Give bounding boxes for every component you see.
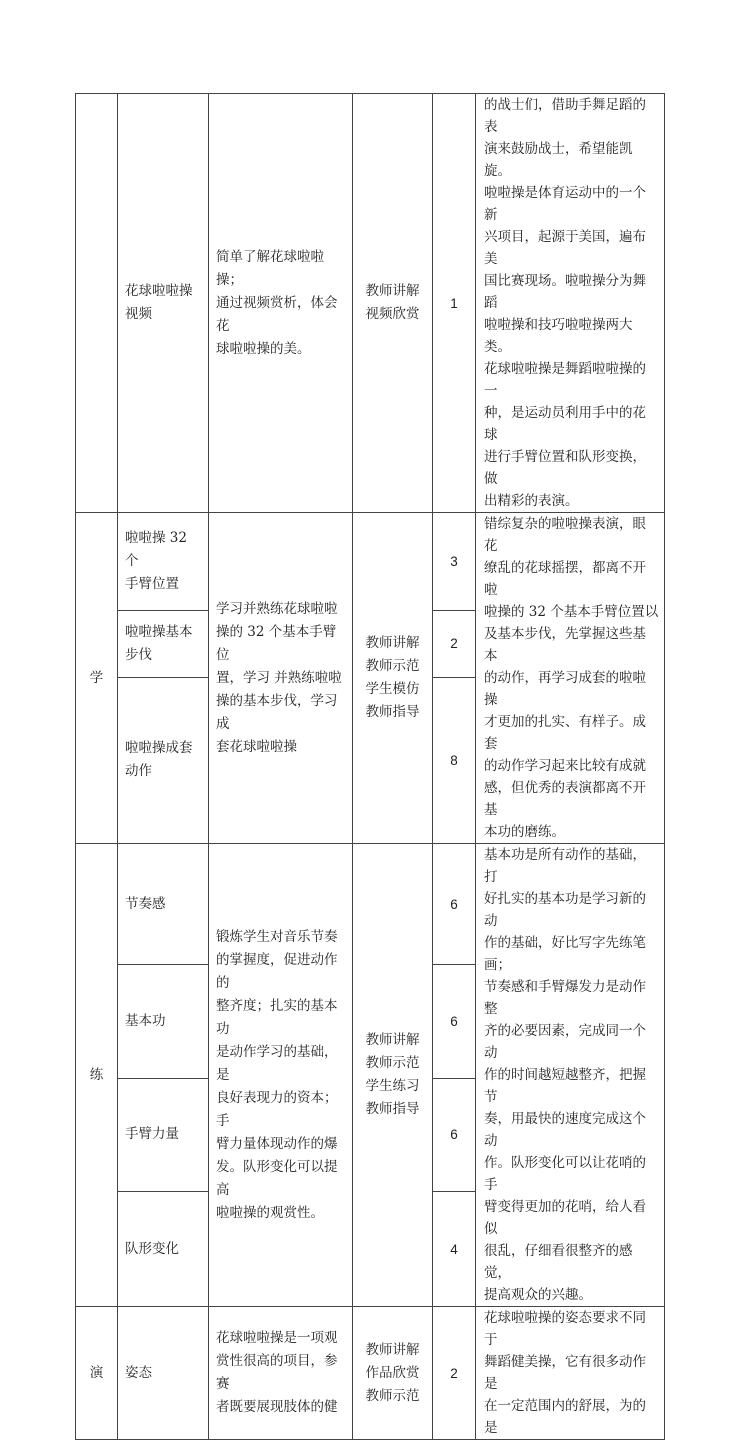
stage-cell: 演: [76, 1307, 118, 1440]
table-row-practice-1: [76, 844, 665, 965]
topic-cell: 啦啦操 32 个 手臂位置: [118, 513, 209, 611]
goal-cell: 学习并熟练花球啦啦 操的 32 个基本手臂位 置，学习 并熟练啦啦 操的基本步伐，学习成 套花球啦啦操: [209, 513, 353, 844]
method-cell: 教师讲解 作品欣赏 教师示范: [353, 1307, 433, 1440]
time-cell: 2: [433, 1307, 476, 1440]
goal-cell: 简单了解花球啦啦操； 通过视频赏析，体会花 球啦啦操的美。: [209, 94, 353, 513]
lesson-plan-table: [75, 93, 665, 1440]
time-cell: 4: [433, 1192, 476, 1307]
topic-cell: 姿态: [118, 1307, 209, 1440]
time-cell: 3: [433, 513, 476, 611]
topic-cell: 啦啦操成套 动作: [118, 677, 209, 843]
goal-cell: 锻炼学生对音乐节奏 的掌握度，促进动作的 整齐度；扎实的基本功 是动作学习的基础，是 良好表现力的资本；手 臂力量体现动作的爆 发。队形变化可以提高 啦啦操的观赏性。: [209, 844, 353, 1307]
time-cell: 2: [433, 610, 476, 677]
notes-cell: 花球啦啦操的姿态要求不同于 舞蹈健美操，它有很多动作是 在一定范围内的舒展，为的是: [476, 1307, 665, 1440]
topic-cell: 基本功: [118, 965, 209, 1078]
topic-cell: 队形变化: [118, 1192, 209, 1307]
method-cell: 教师讲解 教师示范 学生模仿 教师指导: [353, 513, 433, 844]
table-row-perform: [76, 1307, 665, 1440]
table-row-learn-1: [76, 513, 665, 611]
notes-cell: 基本功是所有动作的基础，打 好扎实的基本功是学习新的动 作的基础，好比写字先练笔画； 节奏感和手臂爆发力是动作整 齐的必要因素，完成同一个动 作的时间越短越整齐，把握节 奏，用最快的速度完成这个动 作。队形变化可以让花哨的手 臂变得更加的花哨，给人看似 很乱，仔细看很整齐的感觉， 提高观众的兴趣。: [476, 844, 665, 1307]
topic-cell: 啦啦操基本 步伐: [118, 610, 209, 677]
topic-cell: 节奏感: [118, 844, 209, 965]
time-cell: 1: [433, 94, 476, 513]
notes-cell: 的战士们，借助手舞足蹈的表 演来鼓励战士，希望能凯旋。 啦啦操是体育运动中的一个新 兴项目，起源于美国，遍布美 国比赛现场。啦啦操分为舞蹈 啦啦操和技巧啦啦操两大类。 花球啦啦操是舞蹈啦啦操的一 种，是运动员利用手中的花球 进行手臂位置和队形变换，做 出精彩的表演。: [476, 94, 665, 513]
notes-cell: 错综复杂的啦啦操表演，眼花 缭乱的花球摇摆，都离不开啦 啦操的 32 个基本手臂位置以 及基本步伐，先掌握这些基本 的动作，再学习成套的啦啦操 才更加的扎实、有样子。成套 的动作学习起来比较有成就 感，但优秀的表演都离不开基 本功的磨练。: [476, 513, 665, 844]
table-row-intro: [76, 94, 665, 513]
method-cell: 教师讲解 视频欣赏: [353, 94, 433, 513]
stage-cell: 学: [76, 513, 118, 844]
method-cell: 教师讲解 教师示范 学生练习 教师指导: [353, 844, 433, 1307]
goal-cell: 花球啦啦操是一项观 赏性很高的项目，参赛 者既要展现肢体的健: [209, 1307, 353, 1440]
stage-cell: 练: [76, 844, 118, 1307]
time-cell: 6: [433, 965, 476, 1078]
time-cell: 6: [433, 844, 476, 965]
topic-cell: 花球啦啦操 视频: [118, 94, 209, 513]
topic-cell: 手臂力量: [118, 1078, 209, 1191]
time-cell: 8: [433, 677, 476, 843]
stage-cell: [76, 94, 118, 513]
time-cell: 6: [433, 1078, 476, 1191]
